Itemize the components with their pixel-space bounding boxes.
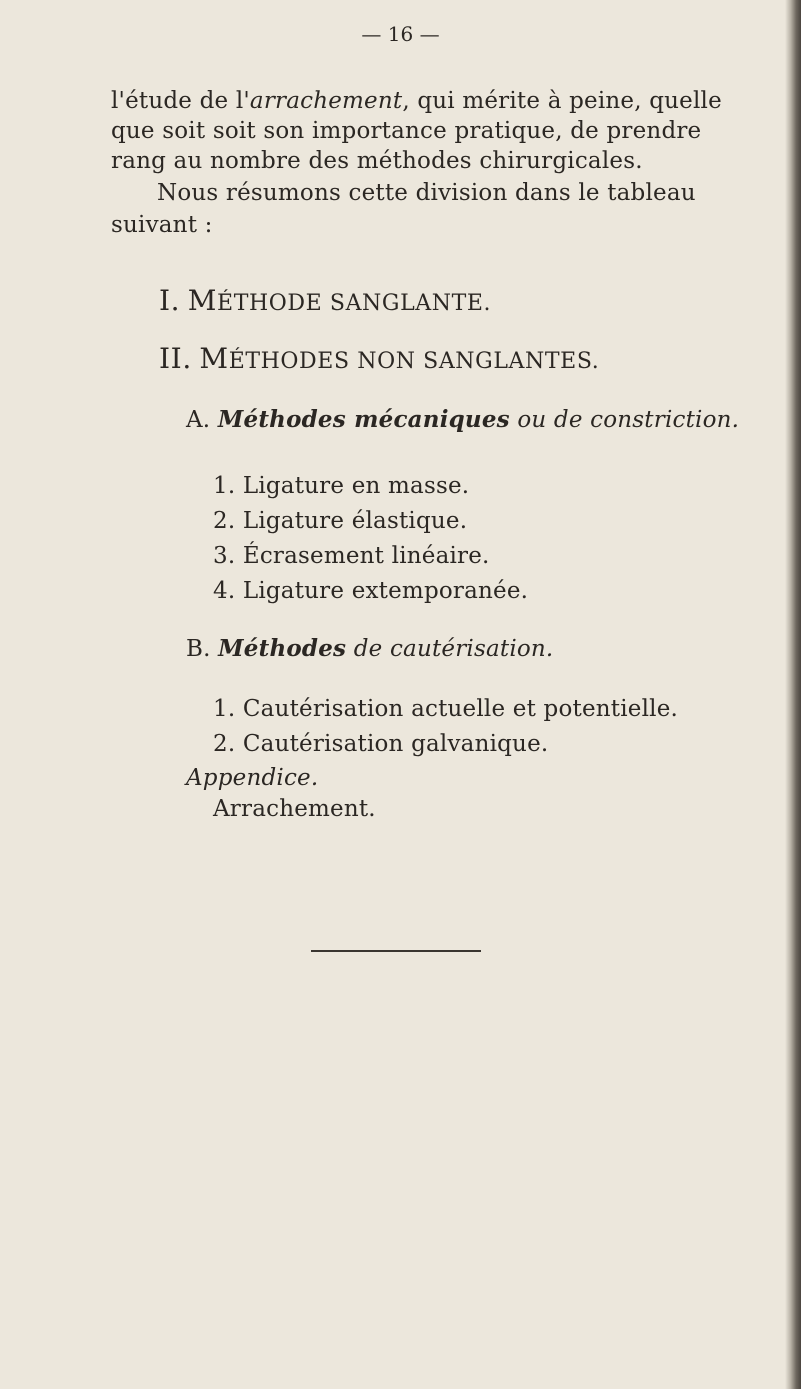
text-run: l'étude de l': [111, 88, 250, 114]
list-item: 2. Ligature élastique.: [213, 508, 468, 534]
subsection-title-rest: ou de constriction.: [517, 407, 740, 433]
paragraph-line-3: rang au nombre des méthodes chirurgicales.: [111, 148, 643, 174]
italic-term: arrachement: [249, 88, 403, 114]
list-item: 3. Écrasement linéaire.: [213, 543, 490, 569]
closing-rule: [311, 950, 481, 952]
subsection-title-bold: Méthodes: [218, 635, 347, 662]
subsection-letter: B.: [186, 636, 211, 662]
section-numeral: I.: [159, 284, 181, 317]
paragraph-line-5: suivant :: [111, 212, 213, 238]
small-caps-initial: M: [187, 284, 218, 317]
subsection-heading-a: [186, 406, 739, 433]
small-caps-rest: ÉTHODES NON SANGLANTES.: [228, 349, 600, 374]
section-numeral: II.: [159, 342, 192, 375]
section-heading-2: [159, 342, 599, 375]
section-heading-1: [159, 284, 491, 317]
small-caps-rest: ÉTHODE SANGLANTE.: [217, 291, 492, 316]
page-edge-shadow: [785, 0, 801, 1389]
list-item: 1. Ligature en masse.: [213, 473, 470, 499]
list-item: 2. Cautérisation galvanique.: [213, 731, 549, 757]
subsection-heading-b: [186, 635, 553, 662]
list-item: 1. Cautérisation actuelle et potentielle.: [213, 696, 679, 722]
paragraph-line-2: que soit soit son importance pratique, de prendre: [111, 118, 702, 144]
page-number: — 16 —: [361, 22, 440, 46]
appendix-item: Arrachement.: [213, 796, 376, 822]
text-run: , qui mérite à peine, quelle: [402, 88, 722, 114]
paragraph-line-1: [111, 88, 722, 114]
list-item: 4. Ligature extemporanée.: [213, 578, 529, 604]
appendix-heading: Appendice.: [186, 765, 319, 791]
subsection-title-bold: Méthodes mécaniques: [217, 406, 510, 433]
subsection-letter: A.: [186, 407, 211, 433]
paragraph-line-4: Nous résumons cette division dans le tableau: [157, 180, 696, 206]
small-caps-initial: M: [199, 342, 229, 375]
subsection-title-rest: de cautérisation.: [353, 636, 554, 662]
